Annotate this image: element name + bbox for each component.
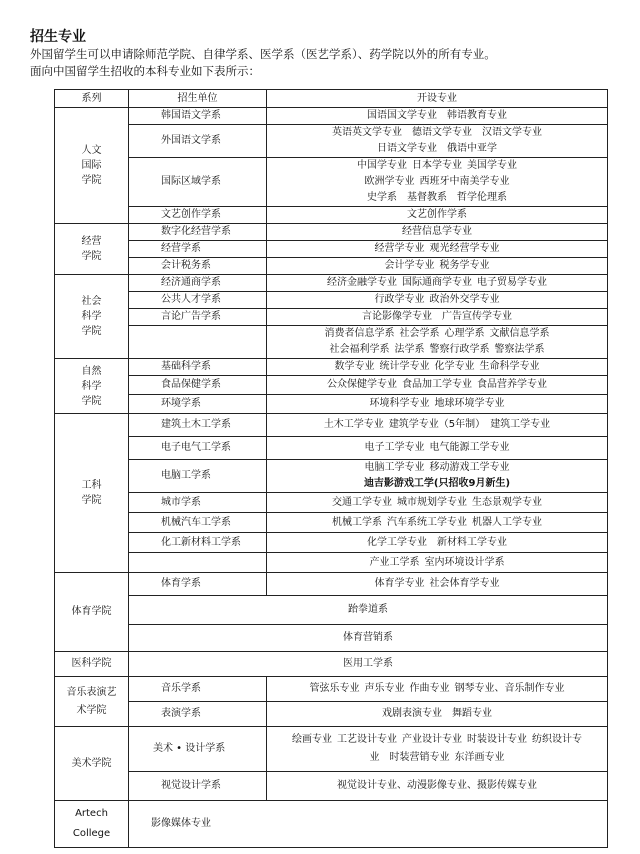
majors-media: 言论影像学专业 广告宣传学专业 xyxy=(267,309,608,326)
unit-media: 言论广告学系 xyxy=(129,309,267,326)
table-row xyxy=(55,493,608,513)
table-row xyxy=(55,513,608,533)
unit-chemical: 化工新材料工学系 xyxy=(129,533,267,553)
table-row xyxy=(55,125,608,158)
college-artech: Artech College xyxy=(55,801,129,848)
college-social: 社会 科学 学院 xyxy=(55,275,129,359)
unit-electric: 电子电气工学系 xyxy=(129,437,267,460)
table-row xyxy=(55,108,608,125)
majors-design: 绘画专业 工艺设计专业 产业设计专业 时装设计专业 纺织设计专 业 时装营销专业 东洋画专业 xyxy=(267,727,608,772)
unit-music: 音乐学系 xyxy=(129,677,267,702)
majors-civil: 土木工学专业 建筑学专业（5年制） 建筑工学专业 xyxy=(267,414,608,437)
table-row xyxy=(55,207,608,224)
majors-chemical: 化学工学专业 新材料工学专业 xyxy=(267,533,608,553)
table-row xyxy=(55,241,608,258)
majors-urban: 交通工学专业 城市规划学专业 生态景观学专业 xyxy=(267,493,608,513)
intro-line-1: 外国留学生可以申请除师范学院、自律学系、医学系（医艺学系）、药学院以外的所有专业。 xyxy=(30,47,496,61)
unit-env: 环境学系 xyxy=(129,395,267,414)
unit-visual: 视觉设计学系 xyxy=(129,772,267,801)
table-row xyxy=(55,437,608,460)
majors-basic: 数学专业 统计学专业 化学专业 生命科学专业 xyxy=(267,359,608,376)
unit-foreign: 外国语文学系 xyxy=(129,125,267,158)
unit-urban: 城市学系 xyxy=(129,493,267,513)
unit-management: 经营学系 xyxy=(129,241,267,258)
unit-computer: 电脑工学系 xyxy=(129,460,267,493)
table-row xyxy=(55,727,608,772)
unit-empty xyxy=(129,326,267,359)
table-row xyxy=(55,359,608,376)
header-majors: 开设专业 xyxy=(267,90,608,108)
college-music: 音乐表演艺 术学院 xyxy=(55,677,129,727)
college-natural: 自然 科学 学院 xyxy=(55,359,129,414)
table-row xyxy=(55,801,608,848)
section-title: 招生专业 xyxy=(30,29,86,45)
majors-creative: 文艺创作学系 xyxy=(267,207,608,224)
table-header-row xyxy=(55,90,608,108)
table-row xyxy=(55,533,608,553)
table-row xyxy=(55,553,608,573)
table-row xyxy=(55,460,608,493)
majors-acting: 戏剧表演专业 舞蹈专业 xyxy=(267,702,608,727)
college-business: 经营 学院 xyxy=(55,224,129,275)
dept-taekwondo: 跆拳道系 xyxy=(129,596,608,625)
unit-korean: 韩国语文学系 xyxy=(129,108,267,125)
majors-electric: 电子工学专业 电气能源工学专业 xyxy=(267,437,608,460)
table-row xyxy=(55,326,608,359)
majors-mechanical: 机械工学系 汽车系统工学专业 机器人工学专业 xyxy=(267,513,608,533)
majors-public: 行政学专业 政治外交学专业 xyxy=(267,292,608,309)
table-row xyxy=(55,395,608,414)
table-row xyxy=(55,702,608,727)
majors-food: 公众保健学专业 食品加工学专业 食品营养学专业 xyxy=(267,376,608,395)
unit-mechanical: 机械汽车工学系 xyxy=(129,513,267,533)
majors-music: 管弦乐专业 声乐专业 作曲专业 钢琴专业、音乐制作专业 xyxy=(267,677,608,702)
header-unit: 招生单位 xyxy=(129,90,267,108)
header-college: 系列 xyxy=(55,90,129,108)
table-row xyxy=(55,376,608,395)
table-row xyxy=(55,414,608,437)
dept-artech: 影像媒体专业 xyxy=(129,801,608,848)
majors-social-misc: 消费者信息学系 社会学系 心理学系 文献信息学系 社会福利学系 法学系 警察行政学系 警察法学系 xyxy=(267,326,608,359)
table-row xyxy=(55,258,608,275)
majors-foreign: 英语英文学专业 德语文学专业 汉语文学专业 日语文学专业 俄语中亚学 xyxy=(267,125,608,158)
intro-line-2: 面向中国留学生招收的本科专业如下表所示： xyxy=(30,64,260,78)
majors-table xyxy=(54,89,608,848)
unit-civil: 建筑土木工学系 xyxy=(129,414,267,437)
college-art: 美术学院 xyxy=(55,727,129,801)
unit-digital: 数字化经营学系 xyxy=(129,224,267,241)
majors-industrial: 产业工学系 室内环境设计学系 xyxy=(267,553,608,573)
college-medical: 医科学院 xyxy=(55,652,129,677)
table-row xyxy=(55,652,608,677)
table-row xyxy=(55,677,608,702)
majors-visual: 视觉设计专业、动漫影像专业、摄影传媒专业 xyxy=(267,772,608,801)
college-humanities: 人文 国际 学院 xyxy=(55,108,129,224)
table-row xyxy=(55,309,608,326)
majors-accounting: 会计学专业 税务学专业 xyxy=(267,258,608,275)
unit-accounting: 会计税务系 xyxy=(129,258,267,275)
majors-regional: 中国学专业 日本学专业 美国学专业 欧洲学专业 西班牙中南美学专业 史学系 基督教系 哲学伦理系 xyxy=(267,158,608,207)
unit-creative: 文艺创作学系 xyxy=(129,207,267,224)
unit-empty xyxy=(129,553,267,573)
college-sports: 体育学院 xyxy=(55,573,129,652)
unit-acting: 表演学系 xyxy=(129,702,267,727)
majors-economics: 经济金融学专业 国际通商学专业 电子贸易学专业 xyxy=(267,275,608,292)
table-row xyxy=(55,292,608,309)
majors-digital: 经营信息学专业 xyxy=(267,224,608,241)
table-row xyxy=(55,596,608,625)
majors-korean: 国语国文学专业 韩语教育专业 xyxy=(267,108,608,125)
unit-economics: 经济通商学系 xyxy=(129,275,267,292)
majors-management: 经营学专业 观光经营学专业 xyxy=(267,241,608,258)
table-row xyxy=(55,224,608,241)
unit-design: 美术 • 设计学系 xyxy=(129,727,267,772)
table-row xyxy=(55,772,608,801)
table-row xyxy=(55,573,608,596)
table-row xyxy=(55,625,608,652)
majors-sports: 体育学专业 社会体育学专业 xyxy=(267,573,608,596)
unit-regional: 国际区域学系 xyxy=(129,158,267,207)
college-engineering: 工科 学院 xyxy=(55,414,129,573)
unit-sports: 体育学系 xyxy=(129,573,267,596)
unit-basic: 基础科学系 xyxy=(129,359,267,376)
dept-medical-engineering: 医用工学系 xyxy=(129,652,608,677)
majors-env: 环境科学专业 地球环境学专业 xyxy=(267,395,608,414)
unit-public: 公共人才学系 xyxy=(129,292,267,309)
dept-sports-marketing: 体育营销系 xyxy=(129,625,608,652)
unit-food: 食品保健学系 xyxy=(129,376,267,395)
majors-computer: 电脑工学专业 移动游戏工学专业 迪吉影游戏工学(只招收9月新生) xyxy=(267,460,608,493)
table-row xyxy=(55,158,608,207)
table-row xyxy=(55,275,608,292)
